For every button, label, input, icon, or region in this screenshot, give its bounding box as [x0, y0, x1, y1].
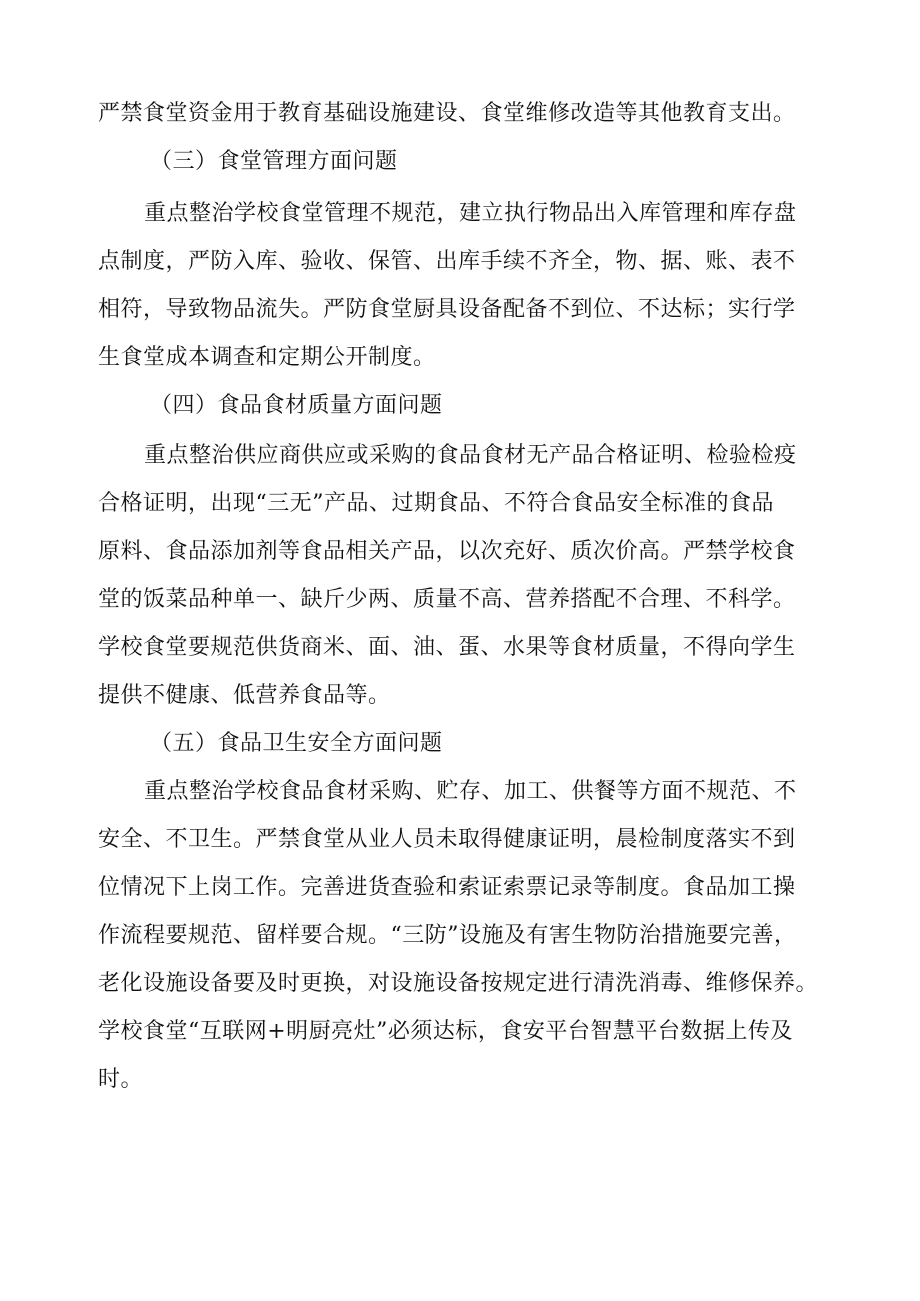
paragraph-line: 作流程要规范、留样要合规。“三防”设施及有害生物防治措施要完善， [98, 923, 797, 948]
paragraph-line: 学校食堂要规范供货商米、面、油、蛋、水果等食材质量，不得向学生 [98, 635, 796, 660]
section-heading: （五）食品卫生安全方面问题 [150, 731, 443, 756]
paragraph-line: 堂的饭菜品种单一、缺斤少两、质量不高、营养搭配不合理、不科学。 [98, 587, 796, 612]
paragraph-line: 生食堂成本调查和定期公开制度。 [98, 345, 436, 370]
paragraph-line: 严禁食堂资金用于教育基础设施建设、食堂维修改造等其他教育支出。 [98, 101, 796, 126]
paragraph-line: 重点整治学校食品食材采购、贮存、加工、供餐等方面不规范、不 [144, 779, 797, 804]
paragraph-line: 点制度，严防入库、验收、保管、出库手续不齐全，物、据、账、表不 [98, 249, 796, 274]
section-heading: （三）食堂管理方面问题 [150, 149, 398, 174]
paragraph-line: 安全、不卫生。严禁食堂从业人员未取得健康证明，晨检制度落实不到 [98, 827, 796, 852]
paragraph-line: 相符，导致物品流失。严防食堂厨具设备配备不到位、不达标；实行学 [98, 297, 796, 322]
paragraph-line: 位情况下上岗工作。完善进货查验和索证索票记录等制度。食品加工操 [98, 875, 796, 900]
paragraph-line: 老化设施设备要及时更换，对设施设备按规定进行清洗消毒、维修保养。 [98, 971, 819, 996]
paragraph-line: 重点整治供应商供应或采购的食品食材无产品合格证明、检验检疫 [144, 443, 797, 468]
paragraph-line: 提供不健康、低营养食品等。 [98, 683, 391, 708]
paragraph-line: 学校食堂“互联网+明厨亮灶”必须达标，食安平台智慧平台数据上传及 [98, 1019, 793, 1044]
paragraph-line: 时。 [98, 1067, 144, 1092]
paragraph-line: 合格证明，出现“三无”产品、过期食品、不符合食品安全标准的食品 [98, 491, 774, 516]
section-heading: （四）食品食材质量方面问题 [150, 393, 443, 418]
paragraph-line: 原料、食品添加剂等食品相关产品，以次充好、质次价高。严禁学校食 [98, 539, 796, 564]
paragraph-line: 重点整治学校食堂管理不规范，建立执行物品出入库管理和库存盘 [144, 201, 797, 226]
